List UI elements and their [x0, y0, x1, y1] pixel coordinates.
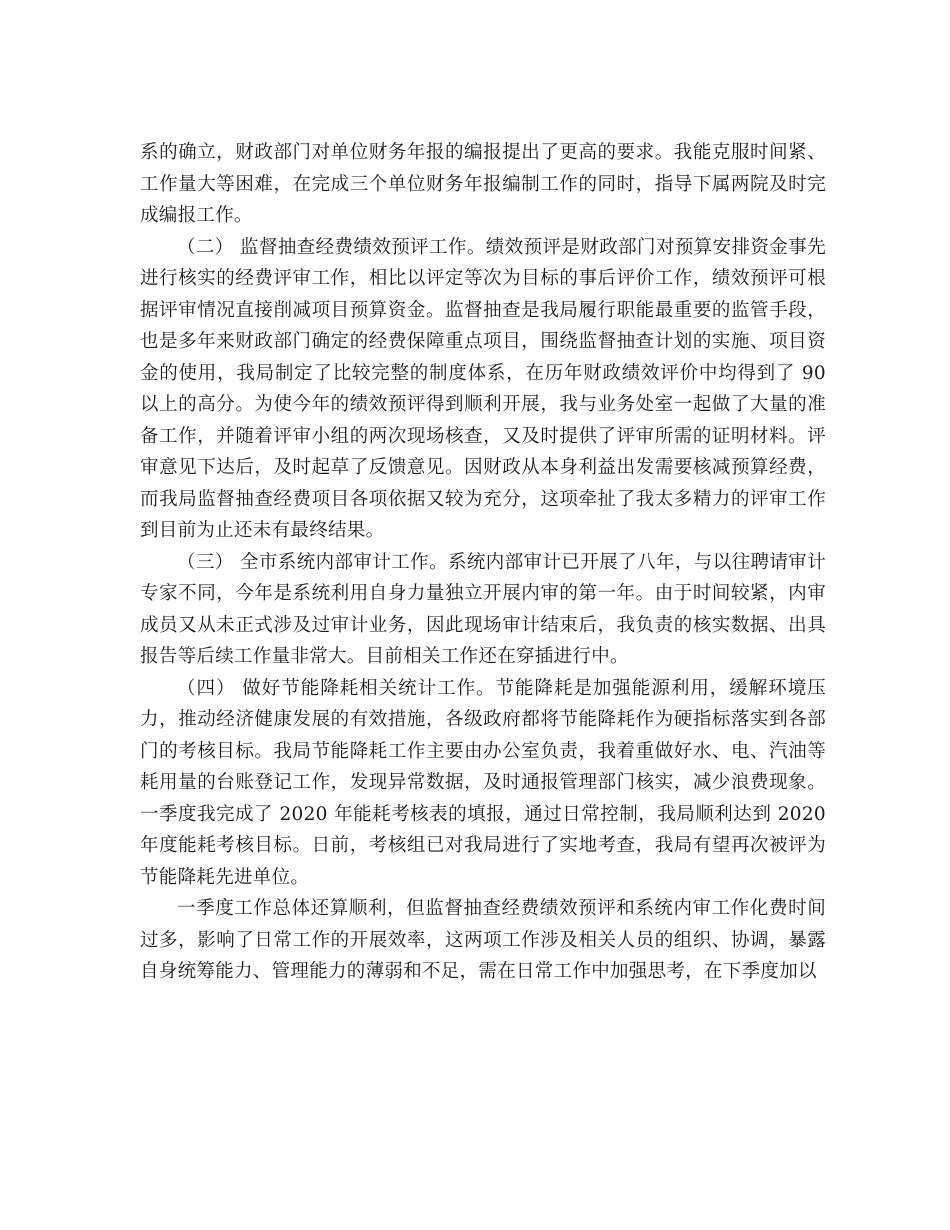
paragraph-energy-saving: （四） 做好节能降耗相关统计工作。节能降耗是加强能源利用，缓解环境压力，推动经济健康发展的有效措施，各级政府都将节能降耗作为硬指标落实到各部门的考核目标。我局节能降耗工作主要由办公室负责，我着重做好水、电、汽油等耗用量的台账登记工作，发现异常数据，及时通报管理部门核实，减少浪费现象。一季度我完成了 2020 年能耗考核表的填报，通过日常控制，我局顺利达到 2020 年度能耗考核目标。日前，考核组已对我局进行了实地考查，我局有望再次被评为节能降耗先进单位。 [140, 677, 826, 888]
paragraph-summary: 一季度工作总体还算顺利，但监督抽查经费绩效预评和系统内审工作化费时间过多，影响了日常工作的开展效率，这两项工作涉及相关人员的组织、协调，暴露自身统筹能力、管理能力的薄弱和不足，需在日常工作中加强思考，在下季度加以 [140, 898, 826, 982]
paragraph-internal-audit: （三） 全市系统内部审计工作。系统内部审计已开展了八年，与以往聘请审计专家不同，今年是系统利用自身力量独立开展内审的第一年。由于时间较紧，内审成员又从未正式涉及过审计业务，因此现场审计结束后，我负责的核实数据、出具报告等后续工作量非常大。目前相关工作还在穿插进行中。 [140, 551, 826, 667]
paragraph-continuation: 系的确立，财政部门对单位财务年报的编报提出了更高的要求。我能克服时间紧、工作量大等困难，在完成三个单位财务年报编制工作的同时，指导下属两院及时完成编报工作。 [140, 142, 826, 226]
paragraph-performance-review: （二） 监督抽查经费绩效预评工作。绩效预评是财政部门对预算安排资金事先进行核实的经费评审工作，相比以评定等次为目标的事后评价工作，绩效预评可根据评审情况直接削减项目预算资金。监督抽查是我局履行职能最重要的监管手段，也是多年来财政部门确定的经费保障重点项目，围绕监督抽查计划的实施、项目资金的使用，我局制定了比较完整的制度体系，在历年财政绩效评价中均得到了 90以上的高分。为使今年的绩效预评得到顺利开展，我与业务处室一起做了大量的准备工作，并随着评审小组的两次现场核查，又及时提供了评审所需的证明材料。评审意见下达后，及时起草了反馈意见。因财政从本身利益出发需要核减预算经费，而我局监督抽查经费项目各项依据又较为充分，这项牵扯了我太多精力的评审工作到目前为止还未有最终结果。 [140, 236, 826, 541]
document-body [140, 137, 826, 988]
